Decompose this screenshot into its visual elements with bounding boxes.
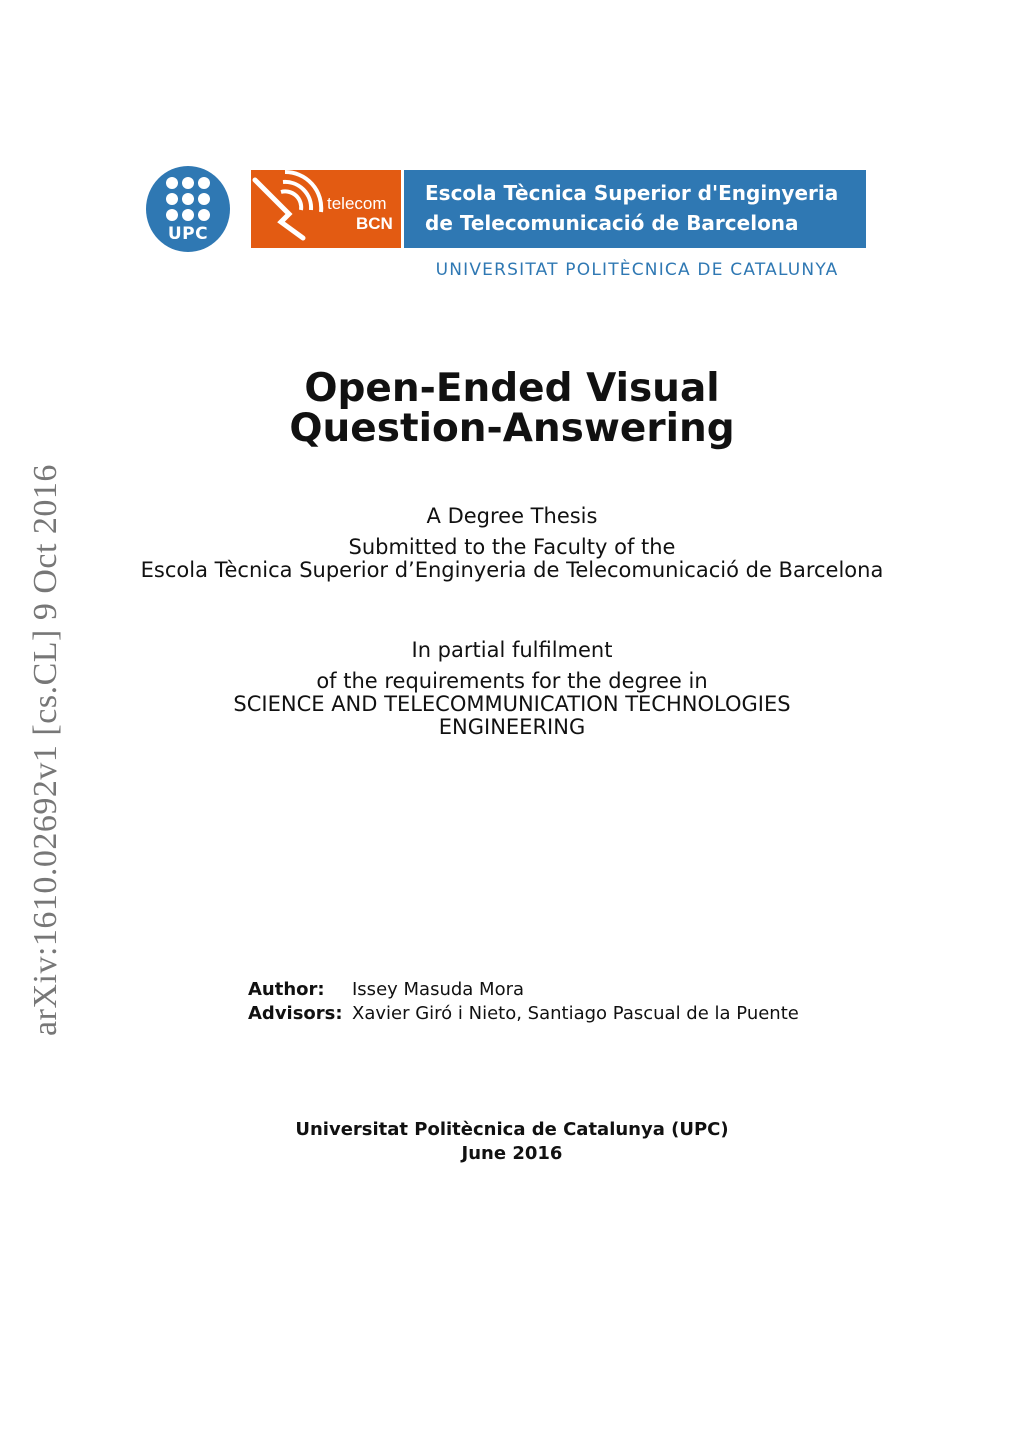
university-name: UNIVERSITAT POLITÈCNICA DE CATALUNYA [435, 260, 839, 280]
author-name: Issey Masuda Mora [352, 979, 525, 1000]
fulfilment-line1: In partial fulfilment [411, 638, 613, 662]
thesis-date: June 2016 [461, 1143, 563, 1164]
submitted-to: Submitted to the Faculty of the [348, 535, 676, 559]
school-name-line1: Escola Tècnica Superior d'Enginyeria [425, 181, 839, 205]
faculty-name: Escola Tècnica Superior d’Enginyeria de Telecomunicació de Barcelona [140, 558, 884, 582]
school-name-line2: de Telecomunicació de Barcelona [425, 211, 799, 235]
telecom-logo-text: telecom [327, 194, 387, 213]
advisors-names: Xavier Giró i Nieto, Santiago Pascual de la Puente [352, 1003, 799, 1024]
fulfilment-line2: of the requirements for the degree in [316, 669, 708, 693]
degree-name-line2: ENGINEERING [438, 715, 586, 739]
degree-name-line1: SCIENCE AND TELECOMMUNICATION TECHNOLOGIES [233, 692, 791, 716]
thesis-type: A Degree Thesis [426, 504, 598, 528]
title-line2: Question-Answering [289, 406, 735, 451]
advisors-label: Advisors: [248, 1003, 343, 1024]
arxiv-stamp: arXiv:1610.02692v1 [cs.CL] 9 Oct 2016 [27, 464, 64, 1036]
upc-logo-dots [166, 177, 210, 221]
title-line1: Open-Ended Visual [304, 366, 720, 411]
upc-logo-text: UPC [167, 224, 209, 244]
institution-name: Universitat Politècnica de Catalunya (UPC) [295, 1119, 729, 1140]
author-label: Author: [248, 979, 325, 1000]
bcn-logo-text: BCN [356, 214, 393, 233]
